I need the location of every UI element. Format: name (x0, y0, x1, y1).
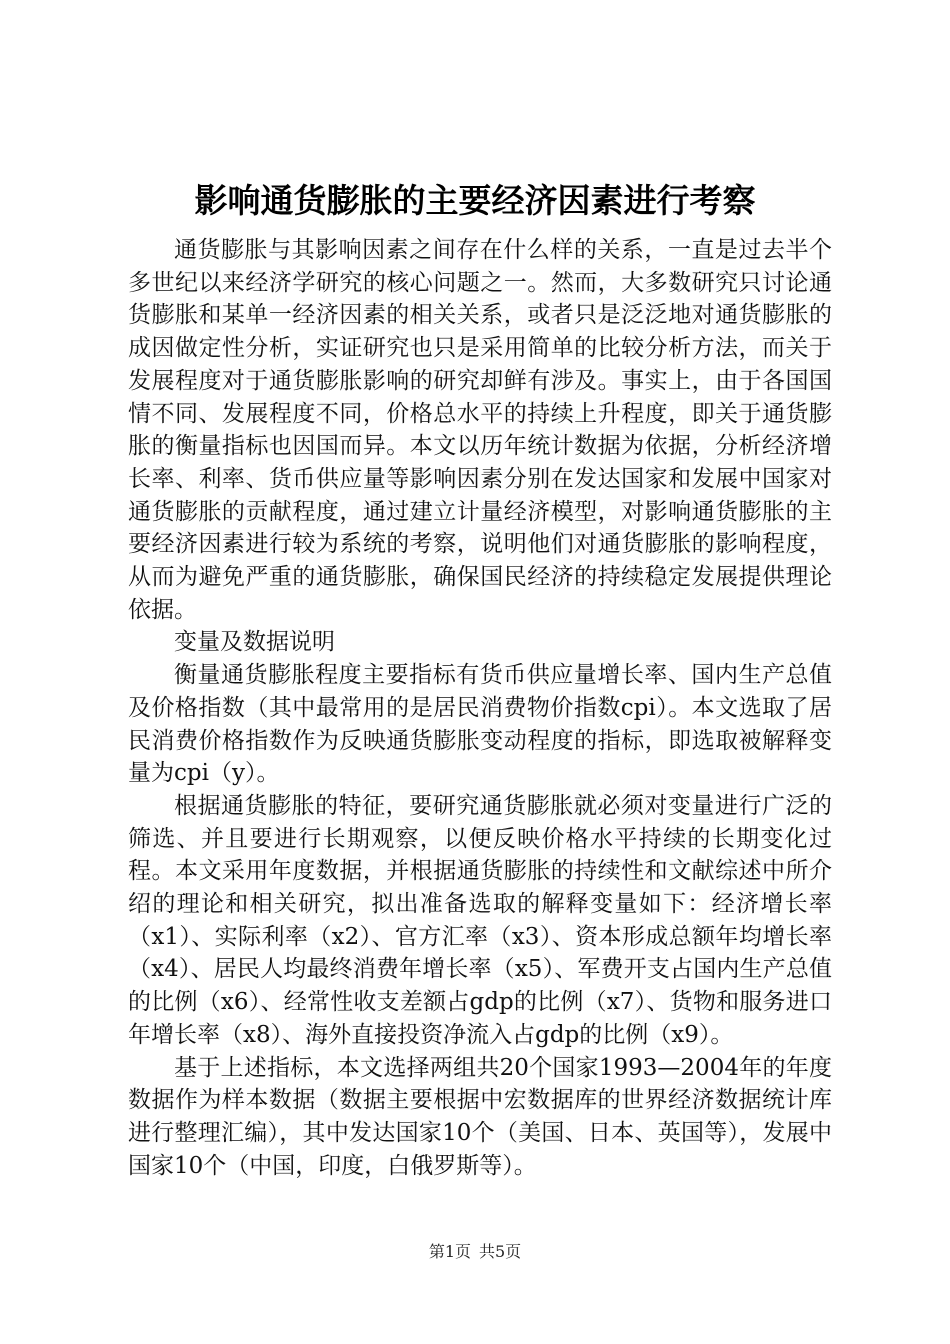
page-total: 共5页 (479, 1242, 522, 1261)
paragraph-variables: 根据通货膨胀的特征，要研究通货膨胀就必须对变量进行广泛的筛选、并且要进行长期观察，以便反映价格水平持续的长期变化过程。本文采用年度数据，并根据通货膨胀的持续性和文献综述中所介绍的理论和相关研究，拟出准备选取的解释变量如下：经济增长率（x1）、实际利率（x2）、官方汇率（x3）、资本形成总额年均增长率（x4）、居民人均最终消费年增长率（x5）、军费开支占国内生产总值的比例（x6）、经常性收支差额占gdp的比例（x7）、货物和服务进口年增长率（x8）、海外直接投资净流入占gdp的比例（x9）。 (128, 792, 832, 1048)
section-heading-variables: 变量及数据说明 (174, 629, 335, 656)
paragraph-measure: 衡量通货膨胀程度主要指标有货币供应量增长率、国内生产总值及价格指数（其中最常用的是居民消费物价指数cpi）。本文选取了居民消费价格指数作为反映通货膨胀变动程度的指标，即选取被解释变量为cpi（y）。 (128, 662, 832, 787)
document-title: 影响通货膨胀的主要经济因素进行考察 (194, 181, 756, 220)
paragraph-intro: 通货膨胀与其影响因素之间存在什么样的关系，一直是过去半个多世纪以来经济学研究的核心问题之一。然而，大多数研究只讨论通货膨胀和某单一经济因素的相关关系，或者只是泛泛地对通货膨胀的成因做定性分析，实证研究也只是采用简单的比较分析方法，而关于发展程度对于通货膨胀影响的研究却鲜有涉及。事实上，由于各国国情不同、发展程度不同，价格总水平的持续上升程度，即关于通货膨胀的衡量指标也因国而异。本文以历年统计数据为依据，分析经济增长率、利率、货币供应量等影响因素分别在发达国家和发展中国家对通货膨胀的贡献程度，通过建立计量经济模型，对影响通货膨胀的主要经济因素进行较为系统的考察，说明他们对通货膨胀的影响程度，从而为避免严重的通货膨胀，确保国民经济的持续稳定发展提供理论依据。 (128, 237, 832, 623)
page-number: 第1页 (428, 1242, 471, 1261)
document-body (128, 234, 832, 1182)
paragraph-sample: 基于上述指标，本文选择两组共20个国家1993—2004年的年度数据作为样本数据（数据主要根据中宏数据库的世界经济数据统计库进行整理汇编），其中发达国家10个（美国、日本、英国等），发展中国家10个（中国，印度，白俄罗斯等）。 (128, 1054, 832, 1179)
page-footer (0, 1242, 950, 1262)
